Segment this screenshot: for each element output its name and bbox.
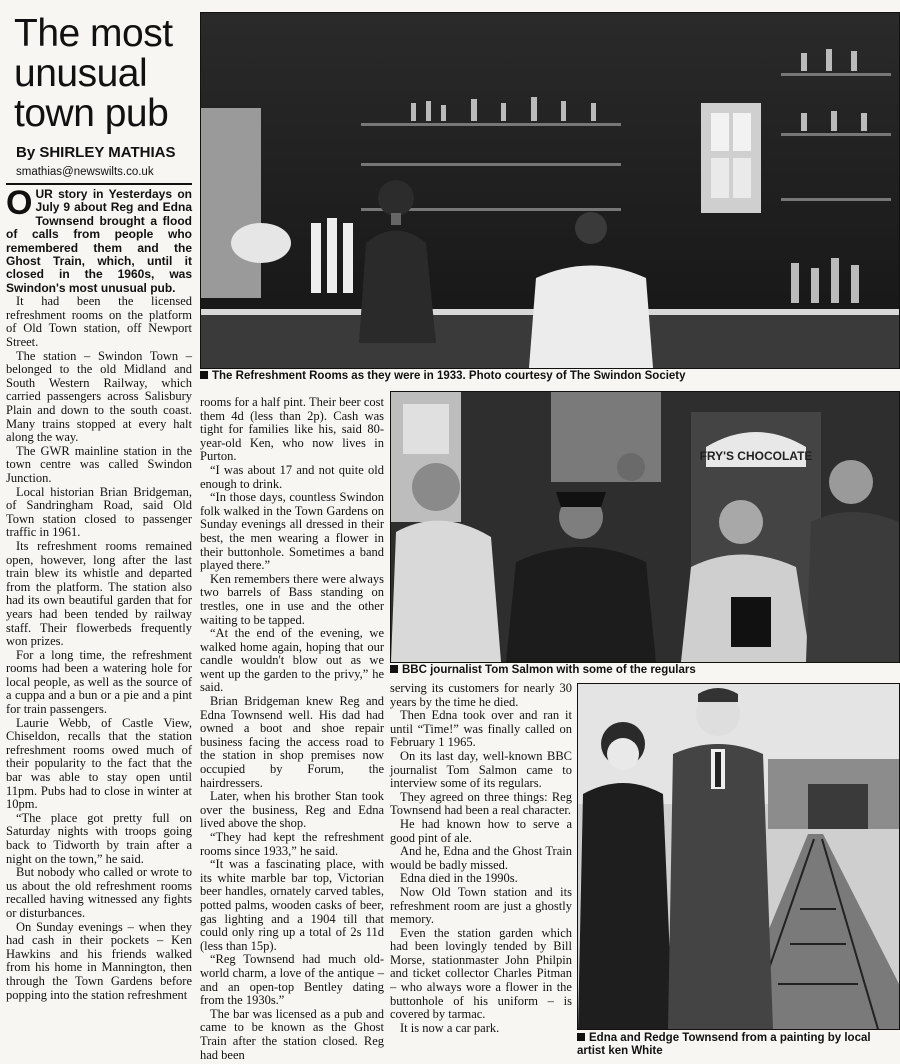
paragraph: “At the end of the evening, we walked home again, hoping that our candle wouldn't blow out as we went up the garden to the privy,” he said. — [200, 626, 384, 695]
headline: The most unusual town pub — [14, 12, 173, 135]
paragraph: The GWR mainline station in the town centre was called Swindon Junction. — [6, 443, 192, 485]
paragraph: “Reg Townsend had much old-world charm, a love of the antique – and an open-top Bentley dating from the 1930s.” — [200, 952, 384, 1008]
paragraph: “In those days, countless Swindon folk walked in the Town Gardens on Sunday evenings all dressed in their best, the men wearing a flower in their buttonhole. Sometimes a band played there.” — [200, 490, 384, 573]
paragraph: On its last day, well-known BBC journalist Tom Salmon came to interview some of its regulars. — [390, 748, 572, 791]
paragraph: Its refreshment rooms remained open, however, long after the last train blew its whistle and departed from the platform. The station also had its own beautiful garden that for years had been tended by railway staff. Their flowerbeds frequently won prizes. — [6, 538, 192, 649]
photo-refreshment-rooms — [200, 12, 900, 369]
caption-refreshment-rooms: The Refreshment Rooms as they were in 1933. Photo courtesy of The Swindon Society — [200, 370, 898, 383]
paragraph: Later, when his brother Stan took over the business, Reg and Edna lived above the shop. — [200, 789, 384, 831]
lead-paragraph — [6, 184, 192, 295]
paragraph: Now Old Town station and its refreshment room are just a ghostly memory. — [390, 884, 572, 927]
paragraph: They agreed on three things: Reg Townsend had been a real character. — [390, 789, 572, 818]
paragraph: “I was about 17 and not quite old enough to drink. — [200, 462, 384, 491]
byline-rule — [6, 183, 192, 185]
paragraph: “They had kept the refreshment rooms since 1933,” he said. — [200, 830, 384, 858]
paragraph: rooms for a half pint. Their beer cost them 4d (less than 2p). Cash was tight for families like his, said 80-year-old Ken, who now lives in Purton. — [200, 395, 384, 464]
author-email: smathias@newswilts.co.uk — [16, 166, 154, 178]
photo-regulars — [390, 391, 900, 663]
paragraph: It had been the licensed refreshment rooms on the platform of Old Town station, off Newport Street. — [6, 294, 192, 350]
photo-painting — [577, 683, 900, 1030]
paragraph: The bar was licensed as a pub and came to be known as the Ghost Train after the station closed. Reg had been — [200, 1006, 384, 1062]
byline: By SHIRLEY MATHIAS — [16, 144, 176, 161]
paragraph: Edna died in the 1990s. — [400, 871, 518, 886]
regulars-image — [391, 392, 899, 662]
article-column-1 — [6, 184, 192, 1002]
paragraph: Laurie Webb, of Castle View, Chiseldon, recalls that the station refreshment rooms owed much of their popularity to the fact that the bar was able to stay open until 11pm. Pubs had to close in winter at 10pm. — [6, 715, 192, 812]
paragraph: serving its customers for nearly 30 years by the time he died. — [390, 681, 572, 709]
frys-chocolate-sign: FRY'S CHOCOLATE — [699, 449, 813, 463]
painting-image — [578, 684, 899, 1029]
drop-cap: O — [6, 184, 33, 222]
bar-interior-image — [201, 13, 899, 368]
paragraph: “The place got pretty full on Saturday nights with troops going back to Tidworth by train after a night on the town,” he said. — [6, 810, 192, 866]
paragraph: But nobody who called or wrote to us about the old refreshment rooms recalled having witnessed any fights or disturbances. — [6, 865, 192, 920]
caption-bullet-icon — [200, 371, 208, 379]
paragraph: It is now a car park. — [400, 1020, 500, 1035]
paragraph: For a long time, the refreshment rooms had been a watering hole for local people, as well as the source of a cuppa and a bun or a pie and a pint for train passengers. — [6, 647, 192, 717]
article-column-2 — [200, 396, 384, 1062]
paragraph: Brian Bridgeman knew Reg and Edna Townsend well. His dad had owned a boot and shoe repair business facing the access road to the station in shop premises now occupied by Forum, the hairdressers. — [200, 694, 384, 790]
caption-bullet-icon — [390, 665, 398, 673]
paragraph: Local historian Brian Bridgeman, of Sandringham Road, said Old Town station closed to passenger traffic in 1961. — [6, 484, 192, 540]
caption-bullet-icon — [577, 1033, 585, 1041]
caption-regulars: BBC journalist Tom Salmon with some of the regulars — [390, 664, 898, 677]
paragraph: Then Edna took over and ran it until “Time!” was finally called on February 1 1965. — [390, 708, 572, 750]
paragraph: The station – Swindon Town – belonged to the old Midland and South Western Railway, which carried passengers across Salisbury Plain and down to the south coast. Many trains stopped at every halt along the way. — [6, 348, 192, 445]
caption-painting: Edna and Redge Townsend from a painting by local artist ken White — [577, 1032, 871, 1057]
paragraph: And he, Edna and the Ghost Train would be badly missed. — [390, 844, 572, 872]
paragraph: On Sunday evenings – when they had cash in their pockets – Ken Hawkins and his friends walked from his home in Mannington, then through the Town Gardens before popping into the station refreshment — [6, 919, 192, 1002]
paragraph: Ken remembers there were always two barrels of Bass standing on trestles, one in use and the other waiting to be tapped. — [200, 571, 384, 627]
paragraph: “It was a fascinating place, with its white marble bar top, Victorian beer handles, ornately carved tables, potted palms, wooden casks of beer, gas lighting and a 1904 till that could only ring up a total of 2s 11d (less than 15p). — [200, 857, 384, 953]
paragraph: Even the station garden which had been lovingly tended by Bill Morse, stationmaster John Philpin and ticket collector Charles Pitman – who always wore a flower in the buttonhole of his uniform – is covered by tarmac. — [390, 925, 572, 1022]
lead-text: UR story in Yesterdays on July 9 about Reg and Edna Townsend brought a flood of calls from people who remembered them and the Ghost Train, which, until it closed in the 1960s, was Swindon's most unusual pub. — [6, 187, 192, 295]
paragraph: He had known how to serve a good pint of ale. — [390, 816, 572, 845]
article-column-3 — [390, 682, 572, 1035]
